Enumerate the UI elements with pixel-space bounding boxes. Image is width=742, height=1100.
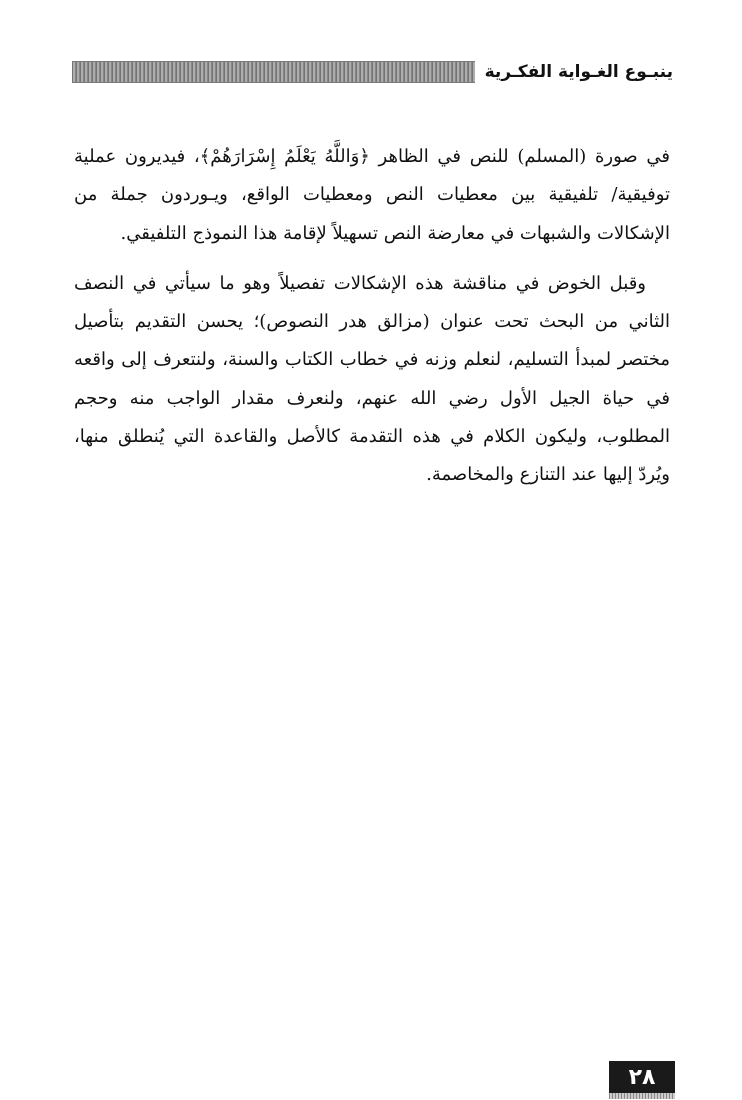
running-header bbox=[72, 58, 673, 86]
page-number-decorative-bar bbox=[609, 1093, 675, 1099]
paragraph-1: في صورة (المسلم) للنص في الظاهر ﴿وَاللَّهُ يَعْلَمُ إِسْرَارَهُمْ﴾، فيديرون عملية توفيقية/ تلفيقية بين معطيات النص ومعطيات الواقع، ويـوردون جملة من الإشكالات والشبهات في معارضة النص تسهيلاً لإقامة هذا النموذج التلفيقي. bbox=[74, 146, 670, 244]
header-decorative-bar bbox=[72, 61, 475, 83]
paragraph-2: وقبل الخوض في مناقشة هذه الإشكالات تفصيلاً وهو ما سيأتي في النصف الثاني من البحث تحت عنوان (مزالق هدر النصوص)؛ يحسن التقديم بتأصيل مختصر لمبدأ التسليم، لنعلم وزنه في خطاب الكتاب والسنة، ولنتعرف إلى واقعه في حياة الجيل الأول رضي الله عنهم، ولنعرف مقدار الواجب منه وحجم المطلوب، وليكون الكلام في هذه التقدمة كالأصل والقاعدة التي يُنطلق منها، ويُردّ إليها عند التنازع والمخاصمة. bbox=[74, 272, 670, 486]
book-title: ينبـوع الغـواية الفكـرية bbox=[484, 62, 673, 82]
page-number: ٢٨ bbox=[609, 1061, 675, 1093]
page-body bbox=[74, 138, 670, 495]
